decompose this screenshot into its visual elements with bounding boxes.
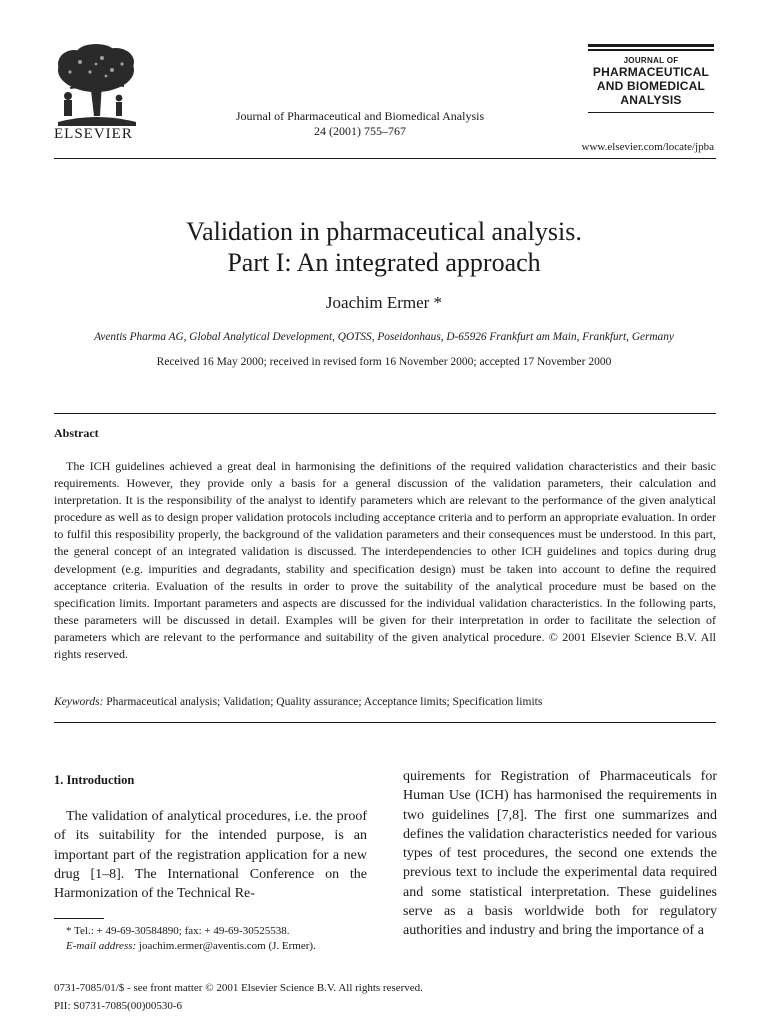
- journal-url[interactable]: www.elsevier.com/locate/jpba: [581, 141, 714, 153]
- article-title: [0, 216, 768, 278]
- front-matter-line: 0731-7085/01/$ - see front matter © 2001 Elsevier Science B.V. All rights reserved.: [54, 982, 423, 994]
- masthead-title-line: AND BIOMEDICAL: [596, 78, 706, 93]
- masthead-rule: [588, 44, 714, 47]
- author-affiliation: Aventis Pharma AG, Global Analytical Development, QOTSS, Poseidonhaus, D-65926 Frankfurt am Main, Frankfurt, Germany: [94, 331, 674, 343]
- journal-name: Journal of Pharmaceutical and Biomedical Analysis: [235, 109, 485, 123]
- body-text-right-column: quirements for Registration of Pharmaceuticals for Human Use (ICH) has harmonised the requirements in two guidelines [7,8]. The first one summarizes and defines the validation characteristics needed for various types of test procedures, the second one extends the previous text to include the experimental data required and some statistical interpretation. These guidelines serve as a basis worldwide both for regulatory authorities and industry and bring the importance of a: [403, 769, 717, 939]
- masthead-rule: [588, 112, 714, 114]
- copyright-footer: [54, 979, 423, 1015]
- journal-volume: 24 (2001) 755–767: [314, 124, 406, 138]
- abstract-heading: Abstract: [54, 426, 99, 440]
- abstract-bottom-divider: [54, 722, 716, 723]
- pii-line: PII: S0731-7085(00)00530-6: [54, 1000, 183, 1012]
- abstract-text: The ICH guidelines achieved a great deal in harmonising the definitions of the required validation characteristics and their basic requirements. However, they provide only a basis for a general discussion of the validation parameters, their calculation and interpretation. It is the responsibility of the analyst to identify parameters which are relevant to the performance of the given analytical procedure as well as to design proper validation protocols including acceptance criteria and to perform an appropriate evaluation. In order to fulfil this resposibility properly, the background of the validation parameters and their consequences must be understood. In this part, the general concept of an integrated validation is discussed. The interdependencies to other ICH guidelines and topics during drug development (e.g. impurities and degradants, stability and specification design) must be taken into account to define the required acceptance criteria. Evaluation of the results in order to prove the suitability of the analytical procedure must be based on the specification limits. Important parameters and aspects are discussed for the individual validation characteristics. In the following parts, these parameters will be discussed in detail. Examples will be given for their interpretation in order to facilitate the selection of parameters which are relevant to the performance and suitability of the given analytical procedure. © 2001 Elsevier Science B.V. All rights reserved.: [54, 459, 716, 662]
- abstract-top-divider: [54, 413, 716, 414]
- footnotes: [54, 924, 374, 954]
- masthead-title-line: ANALYSIS: [620, 92, 682, 107]
- journal-citation: [190, 109, 530, 139]
- keywords-line: [54, 696, 716, 708]
- author-name: Joachim Ermer *: [325, 293, 443, 312]
- journal-masthead-box: [588, 44, 714, 115]
- email-label: E-mail address:: [66, 940, 137, 952]
- title-line-2: Part I: An integrated approach: [227, 248, 541, 277]
- keywords-list: Pharmaceutical analysis; Validation; Quality assurance; Acceptance limits; Specification limits: [106, 696, 543, 708]
- publisher-name: ELSEVIER: [54, 126, 133, 142]
- masthead-title-line: PHARMACEUTICAL: [592, 64, 710, 79]
- footnote-contact: * Tel.: + 49-69-30584890; fax: + 49-69-30525538.: [66, 925, 290, 937]
- footnote-divider: [54, 918, 104, 919]
- masthead-rule: [588, 49, 714, 51]
- masthead-label: JOURNAL OF: [623, 55, 679, 65]
- footnote-email-line: [54, 939, 374, 954]
- section-heading: 1. Introduction: [54, 773, 135, 787]
- keywords-label: Keywords:: [54, 696, 104, 708]
- email-address[interactable]: joachim.ermer@aventis.com (J. Ermer).: [138, 940, 316, 952]
- title-line-1: Validation in pharmaceutical analysis.: [186, 217, 582, 246]
- body-text-left-column: The validation of analytical procedures, i.e. the proof of its suitability for the intended purpose, is an important part of the registration application for a new drug [1–8]. The International Conference on the Harmonization of the Technical Re-: [54, 809, 367, 902]
- submission-dates: Received 16 May 2000; received in revised form 16 November 2000; accepted 17 November 2000: [156, 356, 612, 368]
- header-divider: [54, 158, 716, 159]
